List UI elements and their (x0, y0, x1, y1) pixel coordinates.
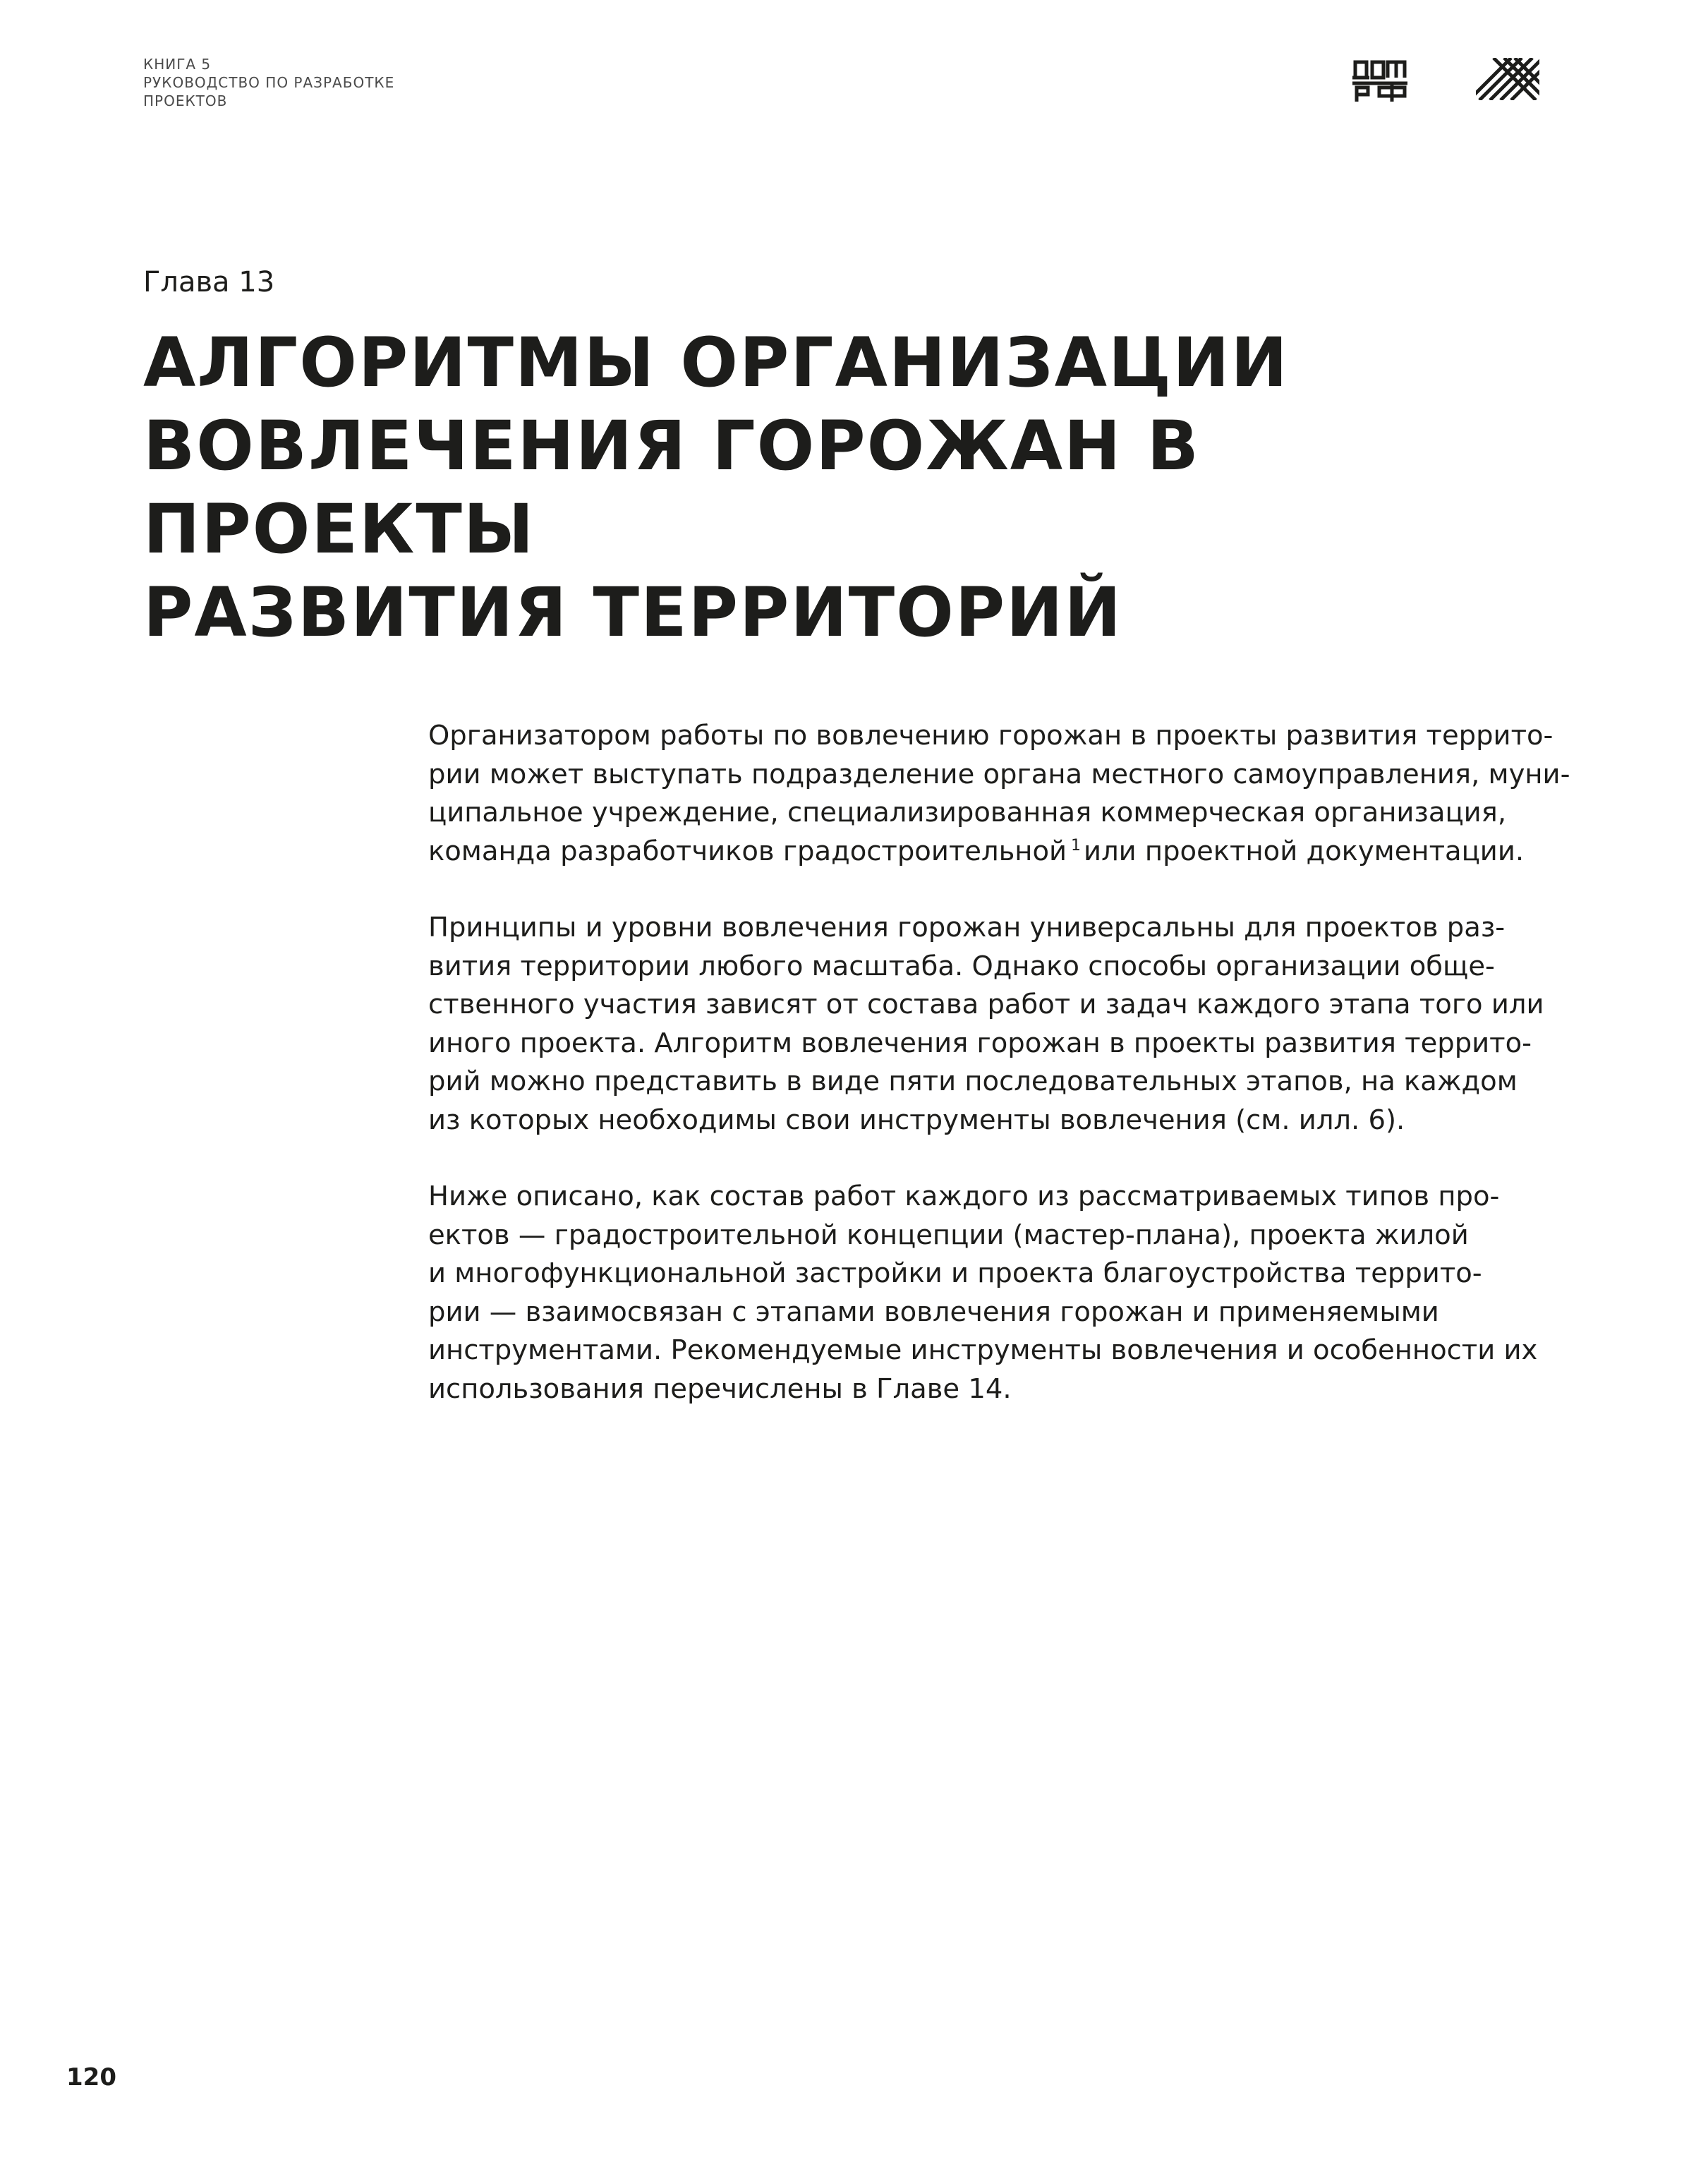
paragraph-line: рии может выступать подразделение органа местного самоуправления, муни- (428, 758, 1570, 790)
paragraph-line: использования перечислены в Главе 14. (428, 1372, 1012, 1405)
book-series-header (143, 55, 394, 110)
book-series-line: КНИГА 5 (143, 56, 212, 73)
chapter-title-line: ВОВЛЕЧЕНИЯ ГОРОЖАН В ПРОЕКТЫ (143, 406, 1200, 569)
chapter-title-line: АЛГОРИТМЫ ОРГАНИЗАЦИИ (143, 323, 1289, 402)
paragraph-line: из которых необходимы свои инструменты вовлечения (см. илл. 6). (428, 1104, 1405, 1136)
paragraph-line: рий можно представить в виде пяти последовательных этапов, на каждом (428, 1066, 1518, 1097)
paragraph-line: иного проекта. Алгоритм вовлечения горожан в проекты развития террито- (428, 1027, 1532, 1059)
paragraph-line: Организатором работы по вовлечению горожан в проекты развития террито- (428, 720, 1553, 751)
paragraph-line (428, 833, 1571, 871)
paragraph-line-text: или проектной документации. (1084, 835, 1525, 867)
dom-rf-logo-icon (1352, 56, 1407, 103)
footnote-marker[interactable]: 1 (1071, 836, 1082, 855)
paragraph-line: ципальное учреждение, специализированная коммерческая организация, (428, 797, 1507, 828)
paragraph-line: и многофункциональной застройки и проекта благоустройства террито- (428, 1257, 1482, 1289)
paragraph-line: Ниже описано, как состав работ каждого из рассматриваемых типов про- (428, 1181, 1500, 1212)
book-series-line: ПРОЕКТОВ (143, 92, 228, 109)
paragraph-line: ектов — градостроительной концепции (мастер-плана), проекта жилой (428, 1219, 1469, 1251)
diagonal-pattern-logo-icon (1476, 58, 1539, 100)
chapter-title (143, 321, 1554, 654)
body-text (428, 717, 1571, 1447)
paragraph-organizers (428, 717, 1571, 871)
paragraph-line-text: команда разработчиков градостроительной (428, 835, 1067, 867)
chapter-label: Глава 13 (143, 266, 275, 298)
paragraph-line: рии — взаимосвязан с этапами вовлечения горожан и применяемыми (428, 1296, 1439, 1328)
book-series-line: РУКОВОДСТВО ПО РАЗРАБОТКЕ (143, 74, 395, 91)
paragraph-line: инструментами. Рекомендуемые инструменты вовлечения и особенности их (428, 1334, 1538, 1366)
page-number: 120 (66, 2063, 116, 2091)
paragraph-line: вития территории любого масштаба. Однако способы организации обще- (428, 950, 1495, 982)
paragraph-project-types (428, 1178, 1571, 1408)
chapter-title-line: РАЗВИТИЯ ТЕРРИТОРИЙ (143, 573, 1122, 652)
paragraph-line: Принципы и уровни вовлечения горожан универсальны для проектов раз- (428, 912, 1506, 943)
paragraph-line: ственного участия зависят от состава работ и задач каждого этапа того или (428, 989, 1544, 1020)
paragraph-principles (428, 909, 1571, 1140)
